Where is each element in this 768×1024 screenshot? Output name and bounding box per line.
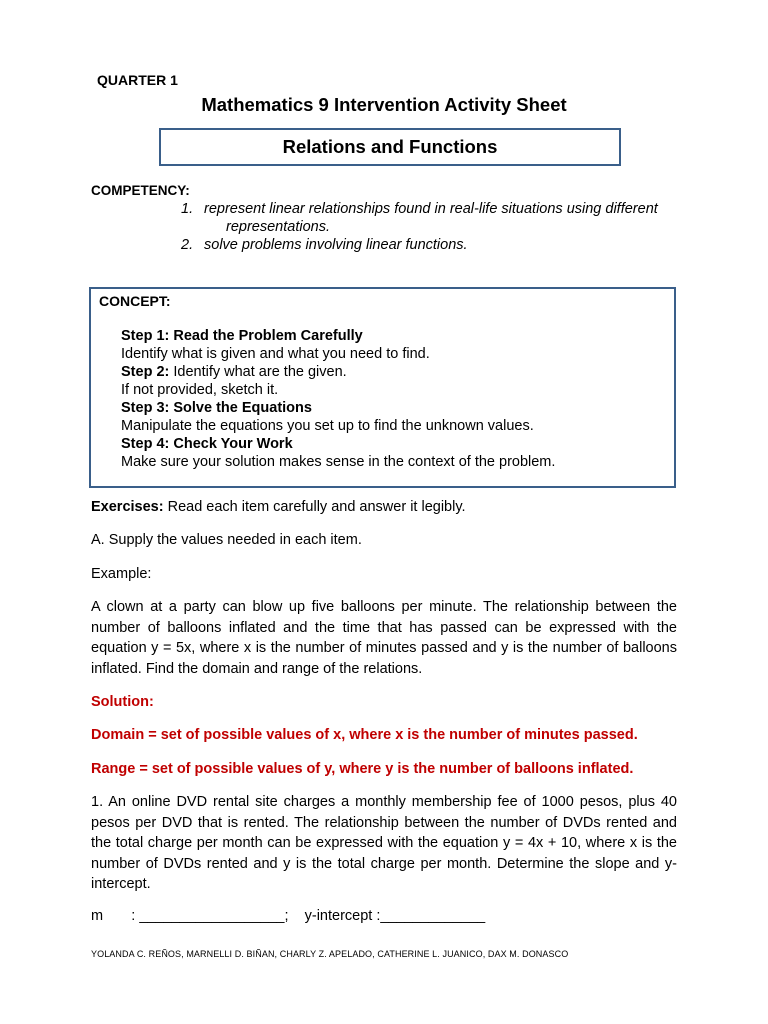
- exercises-text: Read each item carefully and answer it legibly.: [163, 499, 466, 515]
- authors-footer: YOLANDA C. REÑOS, MARNELLI D. BIÑAN, CHARLY Z. APELADO, CATHERINE L. JUANICO, DAX M. DONASCO: [91, 949, 569, 959]
- solution-label: Solution:: [91, 694, 154, 710]
- document-title: Mathematics 9 Intervention Activity Sheet: [201, 94, 567, 115]
- topic-title: Relations and Functions: [282, 136, 498, 157]
- concept-steps: [121, 327, 555, 471]
- part-a-heading: A. Supply the values needed in each item.: [91, 532, 362, 548]
- item-1-text: 1. An online DVD rental site charges a monthly membership fee of 1000 pesos, plus 40 pesos per DVD that is rented. The relationship between the number of DVDs rented and the total charge per month can be expressed with the equation y = 4x + 10, where x is the number of DVDs rented and y is the total charge per month. Determine the slope and y-intercept.: [91, 794, 677, 892]
- step-1-text: Identify what is given and what you need to find.: [121, 346, 430, 362]
- range-answer: Range = set of possible values of y, where y is the number of balloons inflated.: [91, 761, 634, 777]
- exercises-label: Exercises:: [91, 499, 164, 515]
- competency-item-1: [181, 200, 658, 218]
- step-4-text: Make sure your solution makes sense in the context of the problem.: [121, 454, 556, 470]
- step-3-title: Step 3: Solve the Equations: [121, 400, 312, 416]
- competency-text: solve problems involving linear functions.: [204, 237, 468, 253]
- step-2-text-continued: If not provided, sketch it.: [121, 382, 279, 398]
- step-2-text: Identify what are the given.: [169, 364, 347, 380]
- step-3-text: Manipulate the equations you set up to find the unknown values.: [121, 418, 534, 434]
- step-4-title: Step 4: Check Your Work: [121, 436, 293, 452]
- domain-answer: Domain = set of possible values of x, where x is the number of minutes passed.: [91, 727, 638, 743]
- concept-heading: CONCEPT:: [99, 293, 171, 309]
- competency-heading: COMPETENCY:: [91, 183, 190, 198]
- topic-box: [159, 128, 621, 166]
- example-text: A clown at a party can blow up five balloons per minute. The relationship between the number of balloons inflated and the time that has passed can be expressed with the equation y = 5x, where x is the number of minutes passed and y is the number of balloons inflated. Find the domain and range of the relations.: [91, 599, 677, 677]
- step-2-label: Step 2:: [121, 364, 170, 380]
- competency-number: 2.: [181, 237, 194, 253]
- slope-intercept-answer-line: m : __________________; y-intercept :_____________: [91, 908, 486, 924]
- competency-number: 1.: [181, 201, 194, 217]
- exercises-instruction: [91, 497, 677, 518]
- competency-text: represent linear relationships found in real-life situations using different: [204, 201, 658, 217]
- competency-item-1-continued: representations.: [226, 219, 330, 235]
- step-1-title: Step 1: Read the Problem Carefully: [121, 328, 363, 344]
- competency-item-2: [181, 236, 468, 254]
- step-2: [121, 363, 555, 381]
- quarter-label: QUARTER 1: [97, 72, 178, 88]
- example-label: Example:: [91, 566, 152, 582]
